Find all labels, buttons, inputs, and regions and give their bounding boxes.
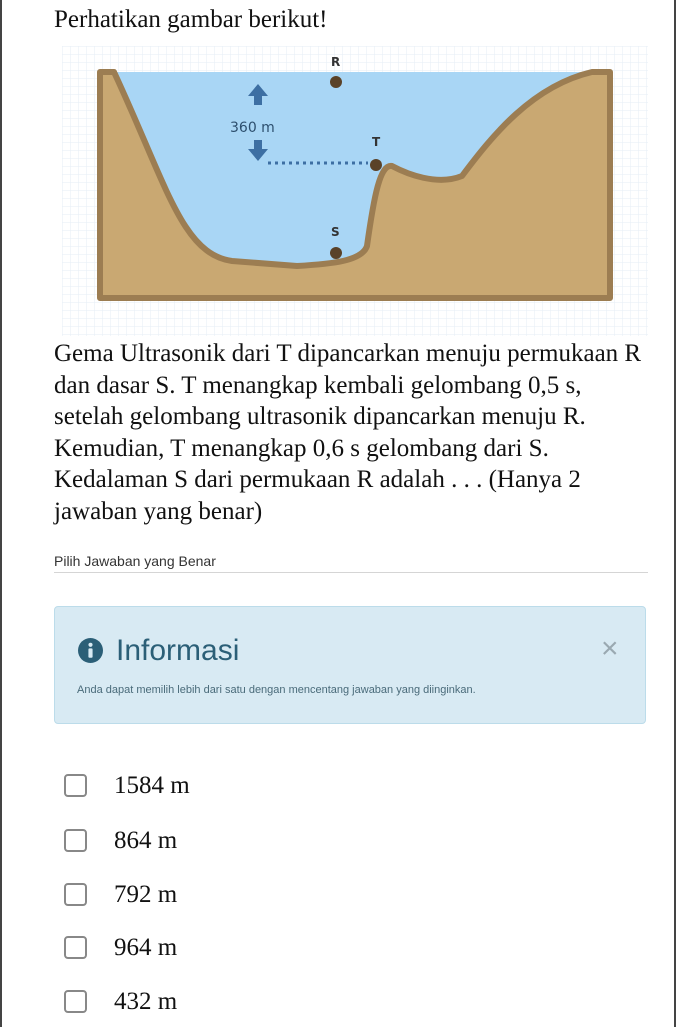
info-title: Informasi [116,634,240,667]
info-text: Anda dapat memilih lebih dari satu dengan mencentang jawaban yang diinginkan. [77,684,476,696]
option-1584[interactable] [64,772,464,802]
option-792[interactable] [64,881,464,911]
close-icon[interactable]: × [601,632,619,665]
option-432[interactable] [64,988,464,1018]
info-circle-icon [78,638,103,663]
option-964[interactable] [64,934,464,964]
intro-text: Perhatikan gambar berikut! [54,6,328,33]
option-label: 1584 m [114,772,190,799]
checkbox[interactable] [64,829,87,852]
question-text: Gema Ultrasonik dari T dipancarkan menuju permukaan R dan dasar S. T menangkap kembali gelombang 0,5 s, setelah gelombang ultrasonik dipancarkan menuju R. Kemudian, T menangkap 0,6 s gelombang dari S. Kedalaman S dari permukaan R adalah . . . (Hanya 2 jawaban yang benar) [54,340,642,525]
option-864[interactable] [64,827,464,857]
option-label: 792 m [114,881,178,908]
right-border [674,0,676,1027]
checkbox[interactable] [64,883,87,906]
label-S: S [331,225,340,239]
label-R: R [331,55,341,69]
checkbox[interactable] [64,774,87,797]
info-alert [54,606,646,724]
divider [54,572,648,573]
option-label: 864 m [114,827,178,854]
point-T [370,159,382,171]
choose-answer-label: Pilih Jawaban yang Benar [54,553,216,569]
checkbox[interactable] [64,990,87,1013]
point-S [330,247,342,259]
sonar-figure [62,46,648,336]
option-label: 964 m [114,934,178,961]
depth-label: 360 m [230,120,275,136]
left-border [0,0,2,1027]
point-R [330,76,342,88]
checkbox[interactable] [64,936,87,959]
label-T: T [372,135,381,149]
option-label: 432 m [114,988,178,1015]
